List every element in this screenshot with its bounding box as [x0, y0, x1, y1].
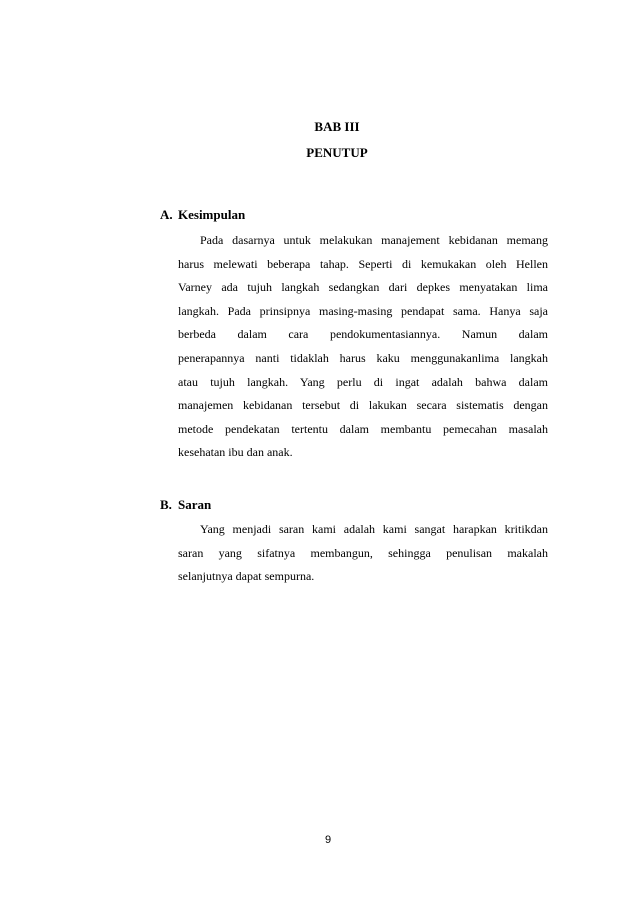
paragraph-line: langkah. Pada prinsipnya masing-masing pendapat sama. Hanya saja — [178, 303, 548, 318]
section-heading-saran — [160, 497, 211, 513]
paragraph-saran — [178, 518, 548, 589]
paragraph-line: atau tujuh langkah. Yang perlu di ingat adalah bahwa dalam — [178, 374, 548, 389]
section-marker: B. — [160, 497, 172, 512]
paragraph-kesimpulan — [178, 229, 548, 465]
paragraph-line: saran yang sifatnya membangun, sehingga penulisan makalah — [178, 545, 548, 560]
paragraph-line: selanjutnya dapat sempurna. — [178, 569, 315, 584]
section-title: Kesimpulan — [178, 207, 246, 222]
paragraph-line: penerapannya nanti tidaklah harus kaku menggunakanlima langkah — [178, 350, 548, 365]
chapter-title: PENUTUP — [306, 145, 368, 160]
paragraph-line: Varney ada tujuh langkah sedangkan dari depkes menyatakan lima — [178, 280, 548, 295]
section-title: Saran — [178, 497, 212, 512]
page-number: 9 — [324, 834, 332, 846]
chapter-label: BAB III — [314, 119, 360, 134]
section-marker: A. — [160, 207, 173, 222]
paragraph-line: manajemen kebidanan tersebut di lakukan secara sistematis dengan — [178, 398, 548, 413]
paragraph-line: berbeda dalam cara pendokumentasiannya. Namun dalam — [178, 327, 548, 342]
paragraph-line: kesehatan ibu dan anak. — [178, 445, 293, 460]
paragraph-line: metode pendekatan tertentu dalam membantu pemecahan masalah — [178, 421, 548, 436]
paragraph-line: harus melewati beberapa tahap. Seperti di kemukakan oleh Hellen — [178, 256, 548, 271]
paragraph-line: Yang menjadi saran kami adalah kami sangat harapkan kritikdan — [200, 522, 548, 536]
paragraph-line: Pada dasarnya untuk melakukan manajement kebidanan memang — [200, 233, 548, 247]
section-heading-kesimpulan — [160, 207, 245, 223]
